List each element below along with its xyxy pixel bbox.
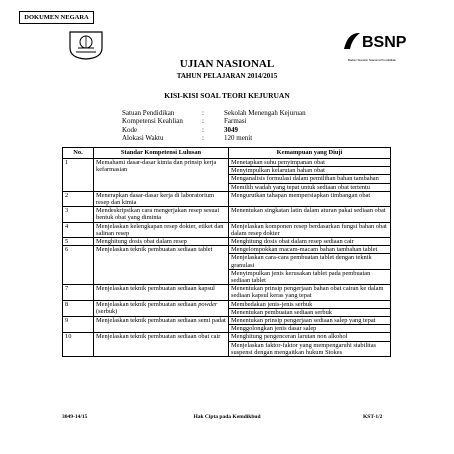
kemampuan-item: Menganalisis formulasi dalam pemilihan bahan tambahan bbox=[229, 175, 390, 183]
row-standar: Menerapkan dasar-dasar kerja di laboratorium resep dan kimia bbox=[94, 191, 229, 206]
row-number: 1 bbox=[63, 159, 94, 192]
kemampuan-item: Menjelaskan cara-cara pembuatan tablet dengan teknik granulasi bbox=[229, 254, 390, 269]
table-row bbox=[63, 285, 391, 300]
header-no: No. bbox=[63, 148, 94, 159]
kemampuan-item: Menjelaskan komponen resep berdasarkan fungsi bahan obat dalam resep dokter bbox=[231, 222, 387, 237]
info-key: Alokasi Waktu bbox=[122, 133, 164, 142]
info-row: Alokasi Waktu : 120 menit bbox=[122, 134, 374, 142]
row-kemampuan bbox=[229, 317, 391, 333]
table-row bbox=[63, 238, 391, 246]
row-kemampuan bbox=[229, 285, 391, 300]
row-number: 5 bbox=[63, 238, 94, 246]
table-row bbox=[63, 191, 391, 206]
table-row bbox=[63, 333, 391, 357]
kemampuan-item: Menentukan prinsip pengerjaan sediaan salep yang tepat bbox=[229, 317, 390, 325]
kemampuan-item: Menjelaskan faktor-faktor yang mempengaruhi stabilitas suspensi dengan mengaitkan hukum Stokes bbox=[231, 341, 377, 356]
info-key: Satuan Pendidikan bbox=[122, 109, 175, 117]
bsnp-emblem-icon bbox=[340, 29, 410, 53]
doc-classification-label: DOKUMEN NEGARA bbox=[19, 11, 94, 24]
exam-year: TAHUN PELAJARAN 2014/2015 bbox=[176, 72, 278, 80]
info-key: Kompetensi Keahlian bbox=[122, 117, 183, 126]
row-number: 6 bbox=[63, 246, 94, 285]
row-kemampuan bbox=[229, 300, 391, 316]
info-value: 3049 bbox=[224, 125, 238, 134]
row-standar: Menjelaskan teknik pembuatan sediaan semi padat bbox=[94, 317, 229, 333]
kemampuan-item: Menetapkan suhu penyimpanan obat bbox=[229, 159, 390, 167]
bsnp-logo bbox=[340, 29, 410, 61]
kemampuan-item: Menyimpulkan jenis kerusakan tablet pada pembuatan sediaan tablet bbox=[231, 269, 371, 285]
kemampuan-item: Menggolongkan jenis dasar salep bbox=[231, 325, 317, 333]
row-number: 4 bbox=[63, 222, 94, 237]
row-kemampuan bbox=[229, 191, 391, 206]
info-row: Kode : 3049 bbox=[122, 126, 374, 134]
info-row: Kompetensi Keahlian : Farmasi bbox=[122, 117, 374, 125]
table-row bbox=[63, 207, 391, 222]
row-standar: Menghitung dosis obat dalam resep bbox=[94, 238, 229, 246]
kisi-kisi-table bbox=[62, 147, 391, 357]
kemampuan-item: Memilih wadah yang tepat untuk sediaan obat tertentu bbox=[231, 183, 370, 191]
kemampuan-item: Mengelompokkan macam-macam bahan tambahan tablet bbox=[229, 246, 390, 254]
table-row bbox=[63, 317, 391, 333]
kemampuan-item: Menghitung pengenceran larutan non alkohol bbox=[229, 333, 390, 341]
bsnp-logo-subtitle: Badan Standar Nasional Pendidikan bbox=[348, 58, 397, 62]
row-standar: Menjelaskan teknik pembuatan sediaan obat cair bbox=[94, 333, 229, 357]
kemampuan-item: Menentukan singkatan latin dalam aturan pakai sediaan obat bbox=[231, 207, 386, 215]
footer-code: 3049-14/15 bbox=[62, 414, 88, 420]
kemdikbud-logo-icon bbox=[66, 28, 106, 60]
row-number: 9 bbox=[63, 317, 94, 333]
row-number: 7 bbox=[63, 285, 94, 300]
table-row bbox=[63, 246, 391, 285]
row-number: 8 bbox=[63, 300, 94, 316]
header-kemampuan: Kemampuan yang Diuji bbox=[229, 148, 391, 159]
footer-copyright: Hak Cipta pada Kemdikbud bbox=[193, 414, 261, 420]
row-kemampuan bbox=[229, 246, 391, 285]
row-number: 2 bbox=[63, 191, 94, 206]
kemampuan-item: Menghitung dosis obat dalam resep sediaan cair bbox=[231, 238, 354, 246]
table-row bbox=[63, 159, 391, 192]
row-standar: Menjelaskan kelengkapan resep dokter, etiket dan salinan resep bbox=[94, 222, 229, 237]
table-row bbox=[63, 222, 391, 237]
row-kemampuan bbox=[229, 222, 391, 237]
kemampuan-item: Menentukan prinsip pengerjaan bahan obat cairan ke dalam sediaan kapsul keras yang tepat bbox=[231, 285, 384, 300]
header-standar: Standar Kompetensi Lulusan bbox=[94, 148, 229, 159]
row-kemampuan bbox=[229, 207, 391, 222]
row-number: 10 bbox=[63, 333, 94, 357]
exam-info bbox=[122, 109, 374, 142]
info-key: Kode bbox=[122, 125, 138, 134]
table-header-row bbox=[63, 148, 391, 159]
kemampuan-item: Membedakan jenis-jenis serbuk bbox=[229, 301, 390, 309]
row-number: 3 bbox=[63, 207, 94, 222]
row-standar: Memahami dasar-dasar kimia dan prinsip kerja kefarmasian bbox=[94, 159, 229, 192]
kemampuan-item: Menyimpulkan kelarutan bahan obat bbox=[229, 167, 390, 175]
row-standar: Mendeskripsikan cara mengerjakan resep sesuai bentuk obat yang diminta bbox=[94, 207, 229, 222]
row-standar: Menjelaskan teknik pembuatan sediaan tablet bbox=[94, 246, 229, 285]
info-value: Farmasi bbox=[224, 117, 247, 126]
exam-subtitle: KISI-KISI SOAL TEORI KEJURUAN bbox=[164, 91, 290, 100]
bsnp-logo-text: BSNP bbox=[362, 34, 407, 51]
row-kemampuan bbox=[229, 333, 391, 357]
footer-page: KST-1/2 bbox=[363, 414, 383, 420]
table-row bbox=[63, 300, 391, 316]
row-standar: Menjelaskan teknik pembuatan sediaan powder (serbuk) bbox=[94, 300, 229, 316]
info-value: 120 menit bbox=[224, 133, 253, 142]
kemampuan-item: Mengurutkan tahapan mempersiapkan timbangan obat bbox=[231, 191, 371, 199]
info-value: Sekolah Menengah Kejuruan bbox=[224, 109, 306, 117]
row-standar: Menjelaskan teknik pembuatan sediaan kapsul bbox=[94, 285, 229, 300]
kemampuan-item: Menentukan pembuatan sediaan serbuk bbox=[231, 308, 332, 316]
exam-title: UJIAN NASIONAL bbox=[179, 58, 275, 70]
row-kemampuan bbox=[229, 238, 391, 246]
info-row: Satuan Pendidikan : Sekolah Menengah Kejuruan bbox=[122, 109, 374, 117]
row-kemampuan bbox=[229, 159, 391, 192]
